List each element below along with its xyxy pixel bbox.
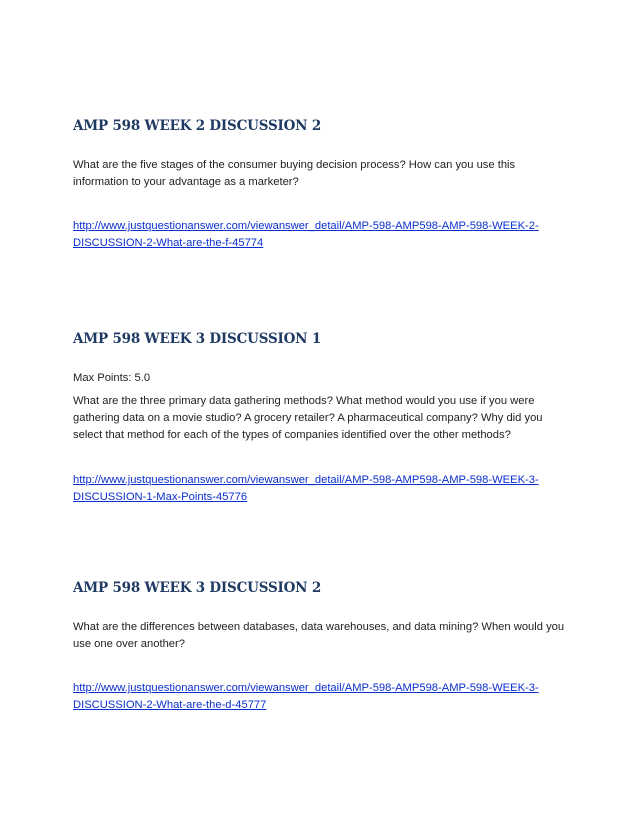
max-points-text: Max Points: 5.0 (73, 372, 151, 384)
answer-link-line-2: DISCUSSION-2-What-are-the-d-45777 (73, 699, 267, 711)
section-heading: AMP 598 WEEK 2 DISCUSSION 2 (73, 118, 322, 134)
question-text: What are the five stages of the consumer buying decision process? How can you use this information to your advantage as a marketer? (73, 159, 516, 188)
answer-link-line-2: DISCUSSION-2-What-are-the-f-45774 (73, 237, 264, 249)
answer-link[interactable] (73, 472, 573, 506)
question-text: What are the three primary data gathering methods? What method would you use if you were gathering data on a movie studio? A grocery retailer? A pharmaceutical company? Why did you select that method for each of the types of companies identified over the other methods? (73, 395, 543, 441)
answer-link-line-1: http://www.justquestionanswer.com/viewanswer_detail/AMP-598-AMP598-AMP-598-WEEK-2- (73, 220, 539, 232)
answer-link[interactable] (73, 680, 573, 714)
section-heading: AMP 598 WEEK 3 DISCUSSION 1 (73, 331, 322, 347)
section-week3-discussion2 (73, 580, 573, 714)
answer-link-line-2: DISCUSSION-1-Max-Points-45776 (73, 491, 248, 503)
answer-link-line-1: http://www.justquestionanswer.com/viewanswer_detail/AMP-598-AMP598-AMP-598-WEEK-3- (73, 682, 539, 694)
answer-link-line-1: http://www.justquestionanswer.com/viewanswer_detail/AMP-598-AMP598-AMP-598-WEEK-3- (73, 474, 539, 486)
section-week3-discussion1 (73, 331, 573, 506)
section-week2-discussion2 (73, 118, 573, 252)
section-heading: AMP 598 WEEK 3 DISCUSSION 2 (73, 580, 322, 596)
answer-link[interactable] (73, 218, 573, 252)
question-text: What are the differences between databases, data warehouses, and data mining? When would you use one over another? (73, 621, 565, 650)
